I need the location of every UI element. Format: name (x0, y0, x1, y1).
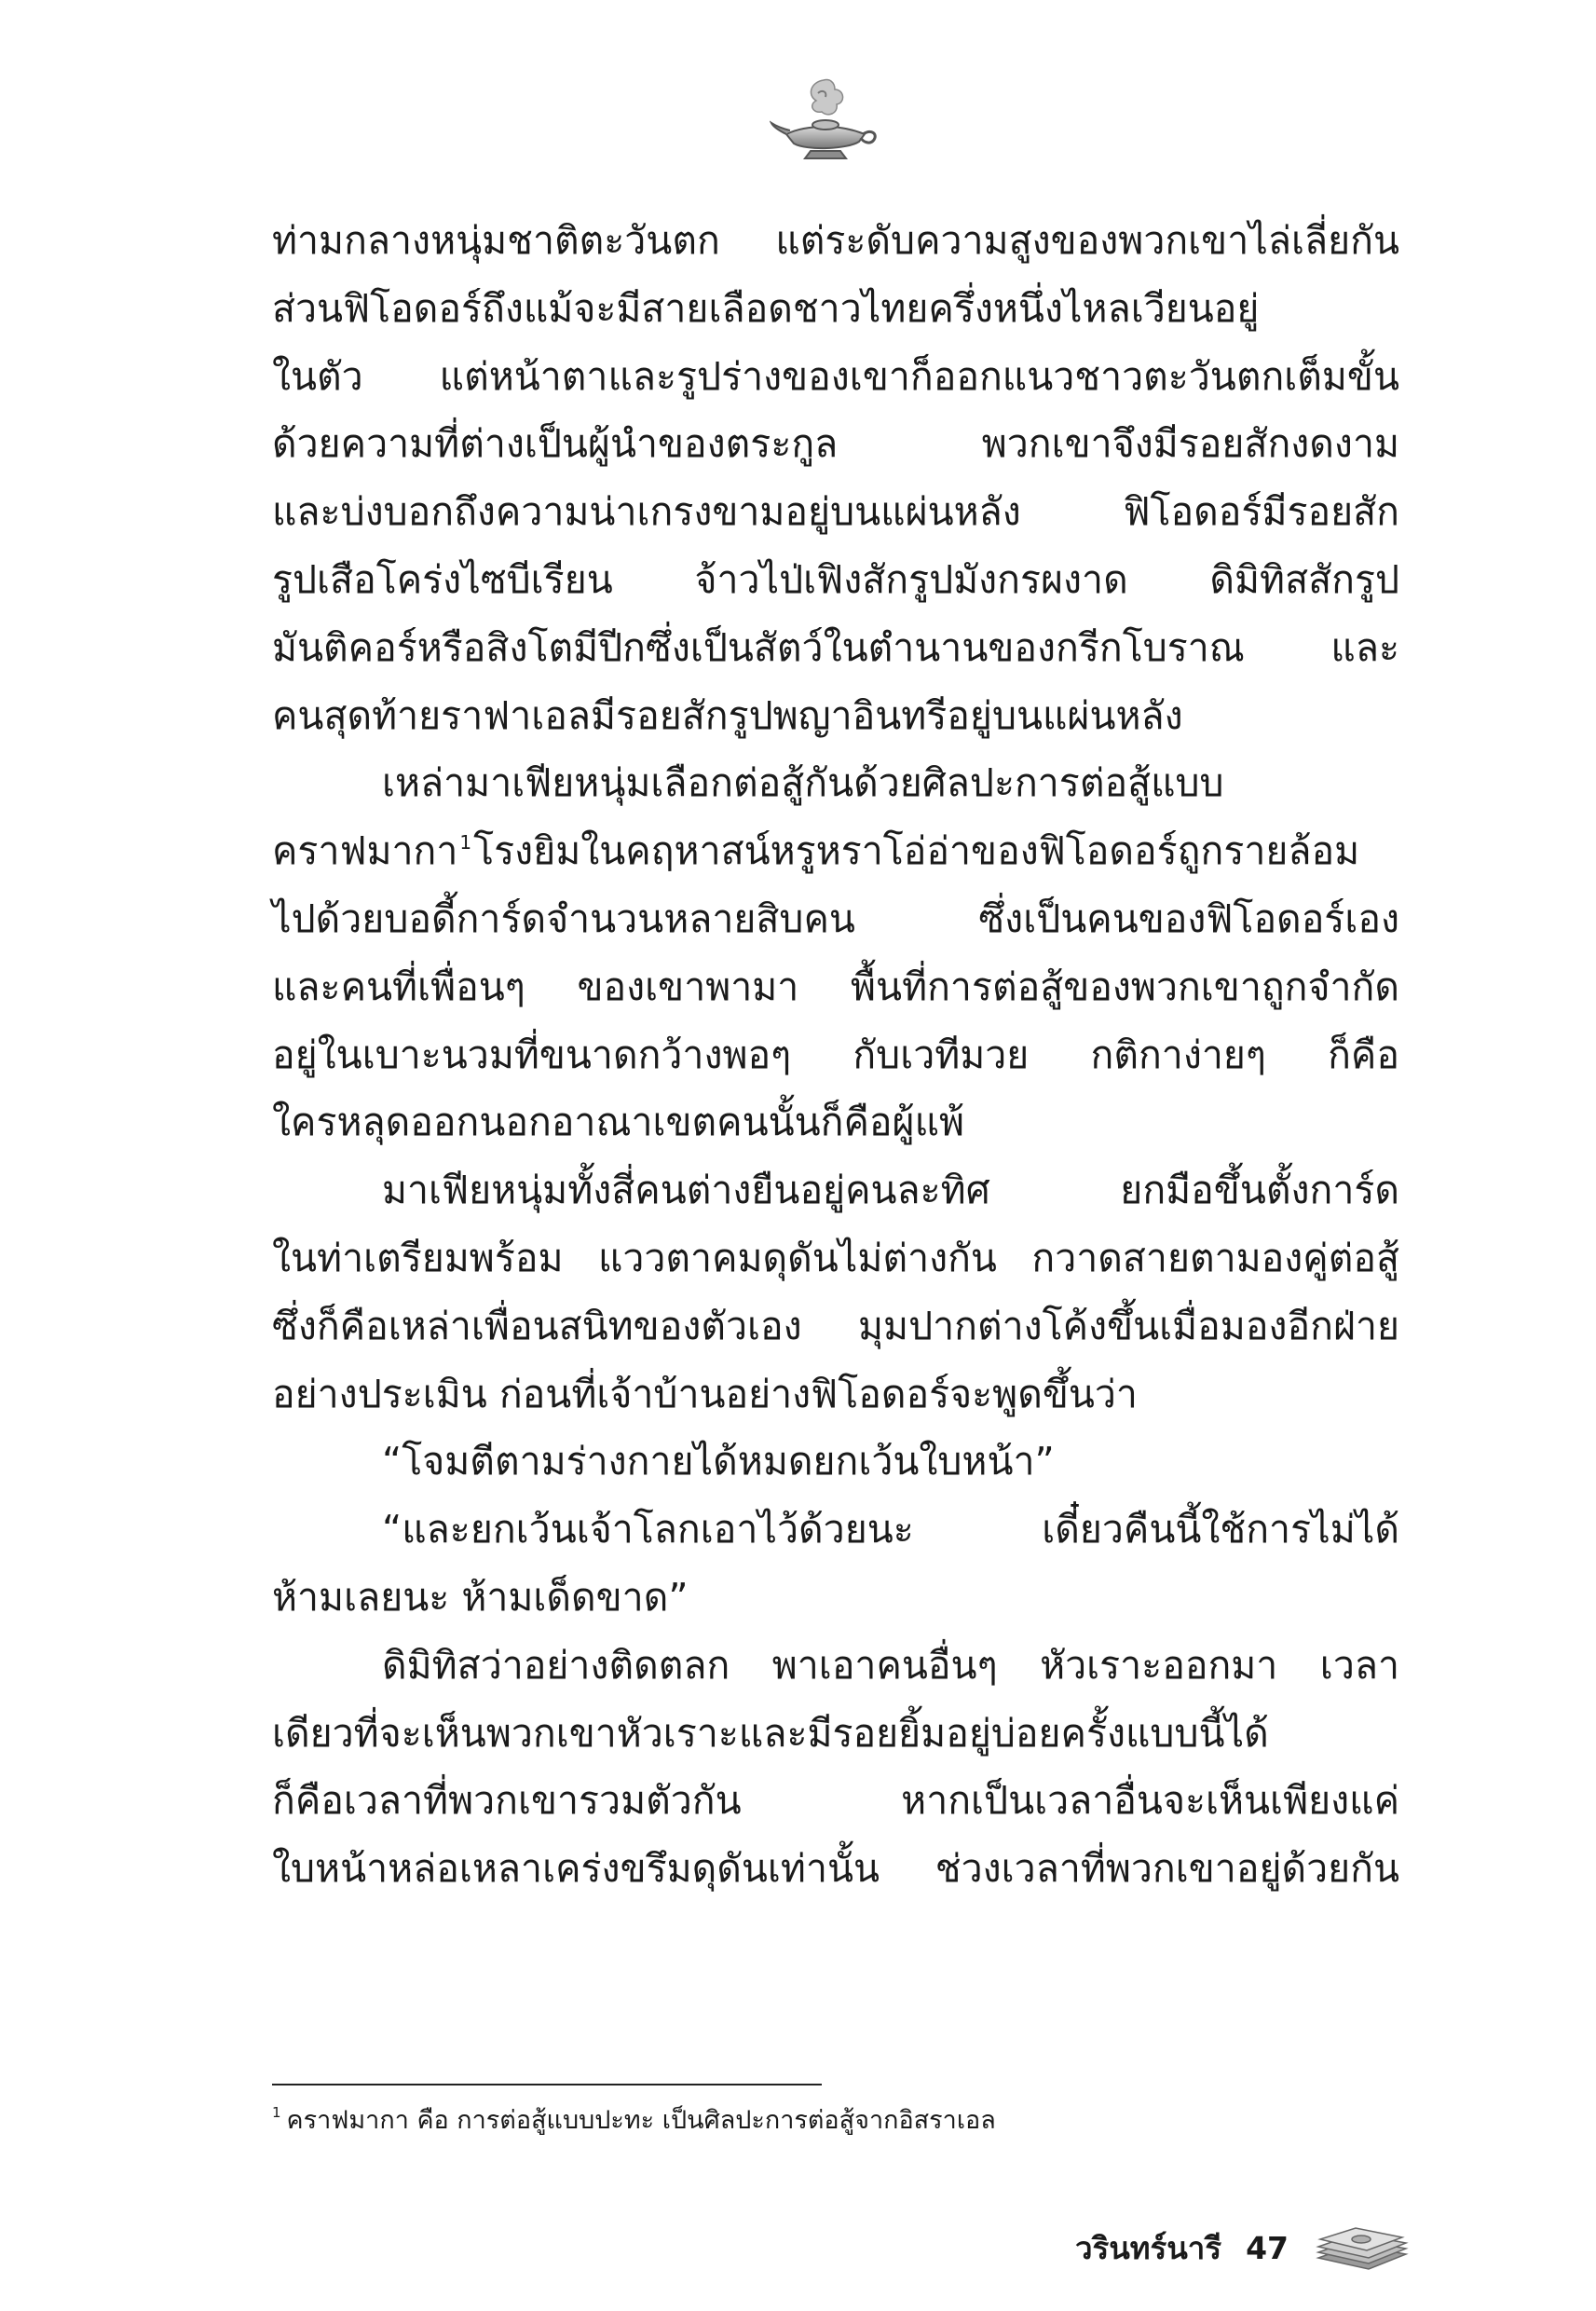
text-line: มันติคอร์หรือสิงโตมีปีกซึ่งเป็นสัตว์ในตำนานของกรีกโบราณ และ (272, 624, 1399, 670)
text-line: ในตัว แต่หน้าตาและรูปร่างของเขาก็ออกแนวชาวตะวันตกเต็มขั้น (272, 353, 1399, 399)
text-line: ดิมิทิสว่าอย่างติดตลก พาเอาคนอื่นๆ หัวเราะออกมา เวลา (382, 1642, 1399, 1688)
text-line-with-footnote (272, 817, 1399, 885)
book-title: วรินทร์นารี (1074, 2229, 1222, 2266)
text-line: คนสุดท้ายราฟาเอลมีรอยสักรูปพญาอินทรีอยู่บนแผ่นหลัง (272, 692, 1183, 738)
footnote-reference[interactable]: 1 (459, 831, 472, 855)
footnote-text: คราฟมากา คือ การต่อสู้แบบปะทะ เป็นศิลปะการต่อสู้จากอิสราเอล (286, 2106, 996, 2135)
text-line: ใครหลุดออกนอกอาณาเขตคนนั้นก็คือผู้แพ้ (272, 1100, 965, 1145)
dialogue-line: “โจมตีตามร่างกายได้หมดยกเว้นใบหน้า” (382, 1439, 1055, 1484)
footnote-divider (272, 2084, 822, 2085)
text-line: ใบหน้าหล่อเหลาเคร่งขรึมดุดันเท่านั้น ช่วงเวลาที่พวกเขาอยู่ด้วยกัน (272, 1846, 1399, 1892)
text-line: และคนที่เพื่อนๆ ของเขาพามา พื้นที่การต่อสู้ของพวกเขาถูกจำกัด (272, 964, 1399, 1009)
money-stack-icon (1313, 2221, 1410, 2275)
text-segment: โรงยิมในคฤหาสน์หรูหราโอ่อ่าของฟิโอดอร์ถูกรายล้อม (473, 828, 1360, 874)
text-line: มาเฟียหนุ่มทั้งสี่คนต่างยืนอยู่คนละทิศ ยกมือขึ้นตั้งการ์ด (382, 1168, 1399, 1213)
dialogue-line: “และยกเว้นเจ้าโลกเอาไว้ด้วยนะ เดี๋ยวคืนนี้ใช้การไม่ได้ (382, 1507, 1399, 1552)
magic-lamp-icon (770, 73, 881, 166)
text-line: รูปเสือโคร่งไซบีเรียน จ้าวไป่เฟิงสักรูปมังกรผงาด ดิมิทิสสักรูป (272, 556, 1399, 602)
text-line: ก็คือเวลาที่พวกเขารวมตัวกัน หากเป็นเวลาอื่นจะเห็นเพียงแค่ (272, 1778, 1399, 1824)
page-footer (1075, 2218, 1410, 2277)
text-line: ด้วยความที่ต่างเป็นผู้นำของตระกูล พวกเขาจึงมีรอยสักงดงาม (272, 421, 1399, 467)
text-line: เดียวที่จะเห็นพวกเขาหัวเราะและมีรอยยิ้มอยู่บ่อยครั้งแบบนี้ได้ (272, 1710, 1269, 1756)
text-line: ในท่าเตรียมพร้อม แววตาคมดุดันไม่ต่างกัน กวาดสายตามองคู่ต่อสู้ (272, 1235, 1399, 1280)
text-line: เหล่ามาเฟียหนุ่มเลือกต่อสู้กันด้วยศิลปะการต่อสู้แบบ (382, 760, 1224, 806)
text-line: อยู่ในเบาะนวมที่ขนาดกว้างพอๆ กับเวทีมวย กติกาง่ายๆ ก็คือ (272, 1032, 1399, 1077)
text-line: ท่ามกลางหนุ่มชาติตะวันตก แต่ระดับความสูงของพวกเขาไล่เลี่ยกัน (272, 218, 1399, 263)
text-line: อย่างประเมิน ก่อนที่เจ้าบ้านอย่างฟิโอดอร์จะพูดขึ้นว่า (272, 1371, 1138, 1416)
text-line: และบ่งบอกถึงความน่าเกรงขามอยู่บนแผ่นหลัง ฟิโอดอร์มีรอยสัก (272, 489, 1399, 535)
footnote-marker: 1 (272, 2104, 281, 2121)
body-text (272, 207, 1399, 1903)
dialogue-line: ห้ามเลยนะ ห้ามเด็ดขาด” (272, 1574, 689, 1620)
text-line: ไปด้วยบอดี้การ์ดจำนวนหลายสิบคน ซึ่งเป็นคนของฟิโอดอร์เอง (272, 896, 1399, 941)
text-line: ซึ่งก็คือเหล่าเพื่อนสนิทของตัวเอง มุมปากต่างโค้งขึ้นเมื่อมองอีกฝ่าย (272, 1303, 1399, 1348)
page-number: 47 (1246, 2229, 1289, 2266)
text-segment: คราฟมากา (272, 828, 458, 874)
footnote (272, 2100, 996, 2144)
text-line: ส่วนฟิโอดอร์ถึงแม้จะมีสายเลือดชาวไทยครึ่งหนึ่งไหลเวียนอยู่ (272, 285, 1260, 331)
